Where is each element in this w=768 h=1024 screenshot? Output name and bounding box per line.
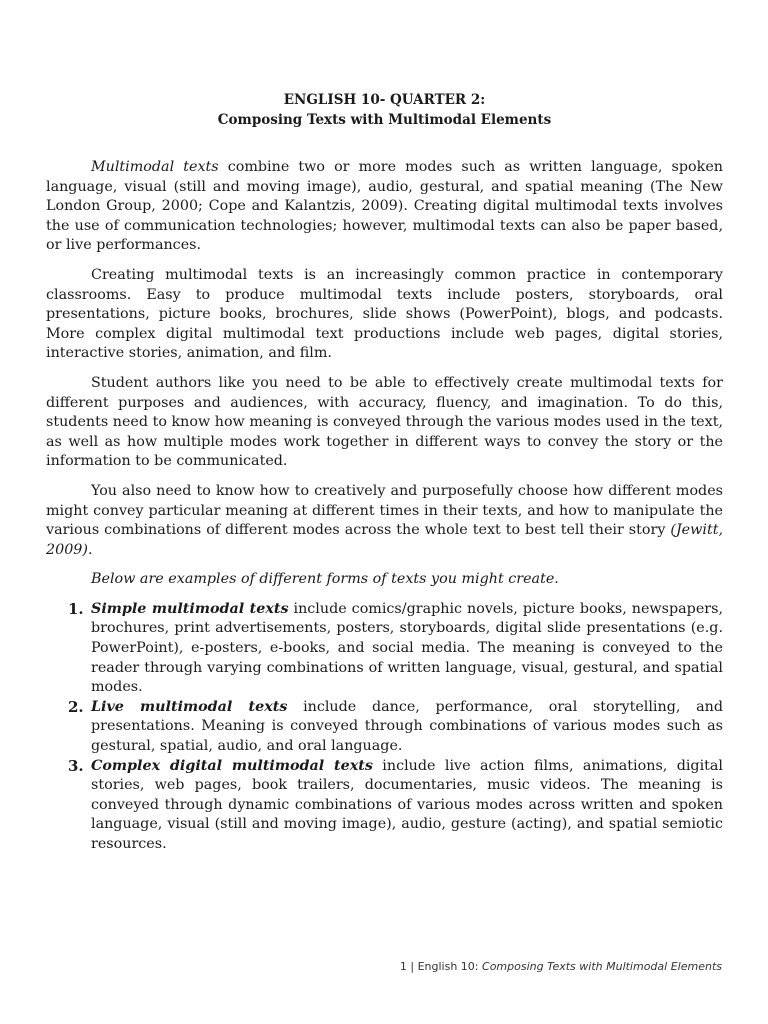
- list-item-number: 2.: [68, 697, 84, 716]
- list-item: [46, 698, 723, 757]
- document-title-line1: ENGLISH 10- QUARTER 2:: [283, 92, 486, 108]
- list-item-term: Simple multimodal texts: [91, 600, 289, 617]
- list-item-body: include dance, performance, oral storytelling, and presentations. Meaning is conveyed through combinations of various modes such as gestural, spatial, audio, and oral language.: [91, 698, 723, 755]
- page-footer: [400, 960, 722, 973]
- paragraph-1-body: combine two or more modes such as written language, spoken language, visual (still and moving image), audio, gestural, and spatial meaning (The New London Group, 2000; Cope and Kalantzis, 2009). Creating digital multimodal texts involves the use of communication technologies; however, multimodal texts can also be paper based, or live performances.: [46, 159, 723, 254]
- paragraph-3: Student authors like you need to be able to effectively create multimodal texts for different purposes and audiences, with accuracy, fluency, and imagination. To do this, students need to know how meaning is conveyed through the various modes used in the text, as well as how multiple modes work together in different ways to convey the story or the information to be communicated.: [46, 374, 723, 470]
- document-title-line2: Composing Texts with Multimodal Elements: [217, 112, 552, 128]
- paragraph-2: Creating multimodal texts is an increasingly common practice in contemporary classrooms. Easy to produce multimodal texts include posters, storyboards, oral presentations, picture books, brochures, slide shows (PowerPoint), blogs, and podcasts. More complex digital multimodal text productions include web pages, digital stories, interactive stories, animation, and film.: [46, 266, 723, 362]
- document-page: [46, 90, 723, 855]
- paragraph-4-body: You also need to know how to creatively and purposefully choose how different modes might convey particular meaning at different times in their texts, and how to manipulate the various combinations of different modes across the whole text to best tell their story: [46, 482, 723, 539]
- footer-title: Composing Texts with Multimodal Elements: [482, 960, 722, 973]
- list-item-term: Complex digital multimodal texts: [91, 757, 373, 774]
- list-intro: Below are examples of different forms of texts you might create.: [91, 571, 559, 588]
- paragraph-1-lead: Multimodal texts: [91, 159, 219, 175]
- paragraph-4-end: .: [87, 541, 93, 558]
- list-item-body: include live action films, animations, digital stories, web pages, book trailers, documentaries, music videos. The meaning is conveyed through dynamic combinations of various modes across written and spoken language, visual (still and moving image), audio, gesture (acting), and spatial semiotic resources.: [91, 757, 723, 852]
- list-item-body: include comics/graphic novels, picture books, newspapers, brochures, print advertisements, posters, storyboards, digital slide presentations (e.g. PowerPoint), e-posters, e-books, and social media. The meaning is conveyed to the reader through varying combinations of written language, visual, gestural, and spatial modes.: [91, 600, 723, 696]
- paragraph-1: [46, 158, 723, 256]
- list-item-number: 3.: [68, 756, 84, 775]
- paragraph-4: [46, 482, 723, 560]
- list-item: [46, 600, 723, 698]
- footer-separator: | English 10:: [406, 960, 483, 973]
- text-forms-list: [46, 600, 723, 855]
- list-item-term: Live multimodal texts: [91, 698, 288, 715]
- list-item-number: 1.: [68, 599, 84, 618]
- document-header: [46, 90, 723, 130]
- paragraph-4-citation: (Jewitt, 2009): [46, 522, 723, 558]
- footer-page-number: 1: [399, 960, 407, 973]
- list-item: [46, 757, 723, 855]
